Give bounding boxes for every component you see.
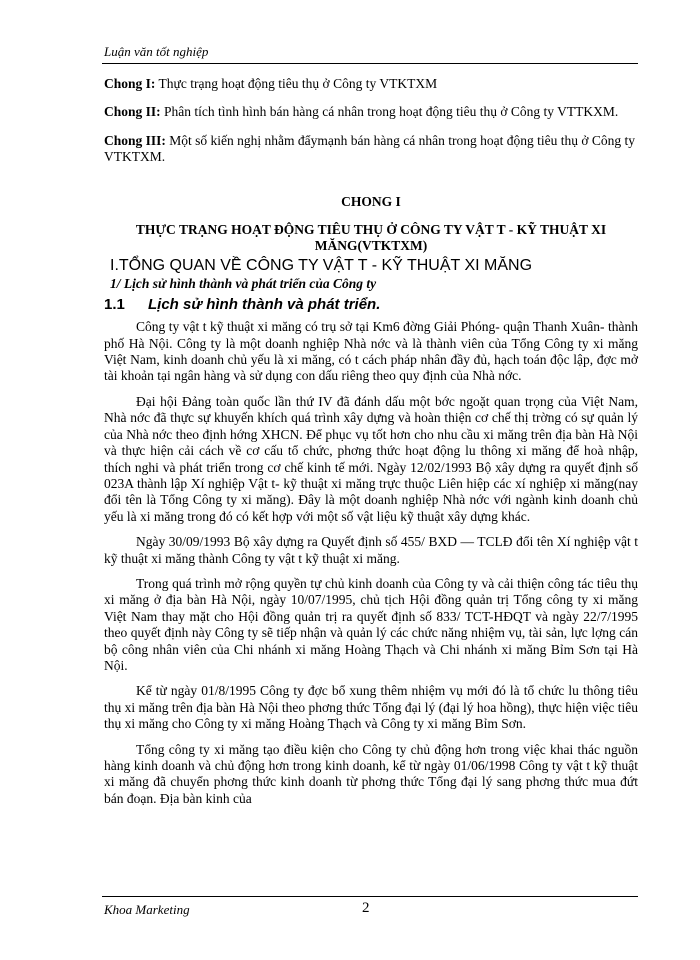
section-1-heading: I.TỔNG QUAN VỀ CÔNG TY VẬT T - KỸ THUẬT XI MĂNG	[110, 257, 533, 275]
section-1-1-title: Lịch sử hình thành và phát triển.	[148, 295, 381, 313]
paragraph: Ngày 30/09/1993 Bộ xây dựng ra Quyết định số 455/ BXD — TCLĐ đổi tên Xí nghiệp vật t kỹ thuật xi măng thành Công ty vật t kỹ thuật xi măng.	[104, 534, 638, 566]
footer-department: Khoa Marketing	[104, 902, 190, 917]
toc-item-1-label: Chong I:	[104, 76, 156, 91]
header-rule	[102, 63, 638, 64]
chapter-label: CHONG I	[341, 193, 401, 209]
section-1-1-number: 1.1	[104, 295, 125, 313]
toc-item-3	[104, 133, 638, 166]
paragraph: Trong quá trình mở rộng quyền tự chủ kinh doanh của Công ty và cải thiện công tác tiêu thụ xi măng ở địa bàn Hà Nội, ngày 10/07/1995, chủ tịch Hội đồng quản trị Tổng công ty xi măng Việt Nam thay mặt cho Hội đồng quản trị ra quyết định số 833/ TCT-HĐQT và ngày 22/7/1995 theo quyết định này Công ty sẽ tiếp nhận và quản lý các chức năng nhiệm vụ, tài sản, lực lợng cán bộ công nhân viên của Chi nhánh xi măng Hoàng Thạch và Chi nhánh xi măng Bỉm Sơn tại Hà Nội.	[104, 575, 638, 673]
section-1-subheading: 1/ Lịch sử hình thành và phát triển của Công ty	[110, 276, 377, 292]
toc-item-2-label: Chong II:	[104, 104, 161, 120]
toc-item-2	[104, 104, 638, 120]
paragraph: Tổng công ty xi măng tạo điều kiện cho Công ty chủ động hơn trong việc khai thác nguồn hàng kinh doanh và chủ động hơn trong kinh doanh, kể từ ngày 01/06/1998 Công ty vật t kỹ thuật xi măng đã chuyển phơng thức kinh doanh từ phơng thức Tổng đại lý sang phơng thức mua đứt bán đoạn. Địa bàn kinh của	[104, 741, 638, 806]
toc-item-3-text: Một số kiến nghị nhằm đẩymạnh bán hàng cá nhân trong hoạt động tiêu thụ ở Công ty VTKTXM.	[104, 132, 635, 165]
section-1-1-heading	[104, 297, 638, 313]
toc-item-1	[104, 76, 638, 92]
document-body	[104, 76, 638, 816]
page-number: 2	[362, 900, 370, 916]
paragraph: Công ty vật t kỹ thuật xi măng có trụ sở tại Km6 đờng Giải Phóng- quận Thanh Xuân- thành phố Hà Nội. Công ty là một doanh nghiệp Nhà nớc và là thành viên của Tổng Công ty xi măng Việt Nam, kinh doanh chủ yếu là xi măng, có t cách pháp nhân đầy đủ, hạch toán độc lập, đợc mở tài khoản tại ngân hàng và sử dụng con dấu riêng theo quy định của Nhà nớc.	[104, 319, 638, 384]
chapter-title: THỰC TRẠNG HOẠT ĐỘNG TIÊU THỤ Ở CÔNG TY VẬT T - KỸ THUẬT XI MĂNG(VTKTXM)	[135, 222, 607, 254]
paragraph: Đại hội Đảng toàn quốc lần thứ IV đã đánh dấu một bớc ngoặt quan trọng của Việt Nam, Nhà nớc đã thực sự khuyến khích quá trình xây dựng và hoàn thiện cơ chế thị trờng có sự quản lý của Nhà nớc theo định hớng XHCN. Để phục vụ tốt hơn cho nhu cầu xi măng trên địa bàn Hà Nội và thực hiện cải cách về cơ cấu tổ chức, phơng thức hoạt động lu thông xi măng để hoà nhập, thích nghi và phát triển trong cơ chế kinh tế mới. Ngày 12/02/1993 Bộ xây dựng ra quyết định số 023A thành lập Xí nghiệp Vật t- kỹ thuật xi măng trực thuộc Liên hiệp các xí nghiệp xi măng(nay đổi tên là Tổng Công ty xi măng). Đây là một doanh nghiệp Nhà nớc với ngành kinh doanh chủ yếu là xi măng trong đó có kết hợp với một số vật liệu kỹ thuật xây dựng khác.	[104, 393, 638, 524]
header-title: Luận văn tốt nghiệp	[104, 44, 209, 59]
toc-item-1-text: Thực trạng hoạt động tiêu thụ ở Công ty VTKTXM	[155, 76, 438, 91]
paragraph: Kể từ ngày 01/8/1995 Công ty đợc bổ xung thêm nhiệm vụ mới đó là tổ chức lu thông tiêu thụ xi măng trên địa bàn Hà Nội theo phơng thức Tổng đại lý (đại lý hoa hồng), thực hiện việc tiêu thụ xi măng cho Công ty xi măng Hoàng Thạch và Công ty xi măng Bỉm Sơn.	[104, 683, 638, 732]
toc-item-2-text: Phân tích tình hình bán hàng cá nhân trong hoạt động tiêu thụ ở Công ty VTTKXM.	[160, 104, 619, 120]
footer-rule	[102, 896, 638, 897]
toc-item-3-label: Chong III:	[104, 132, 166, 148]
